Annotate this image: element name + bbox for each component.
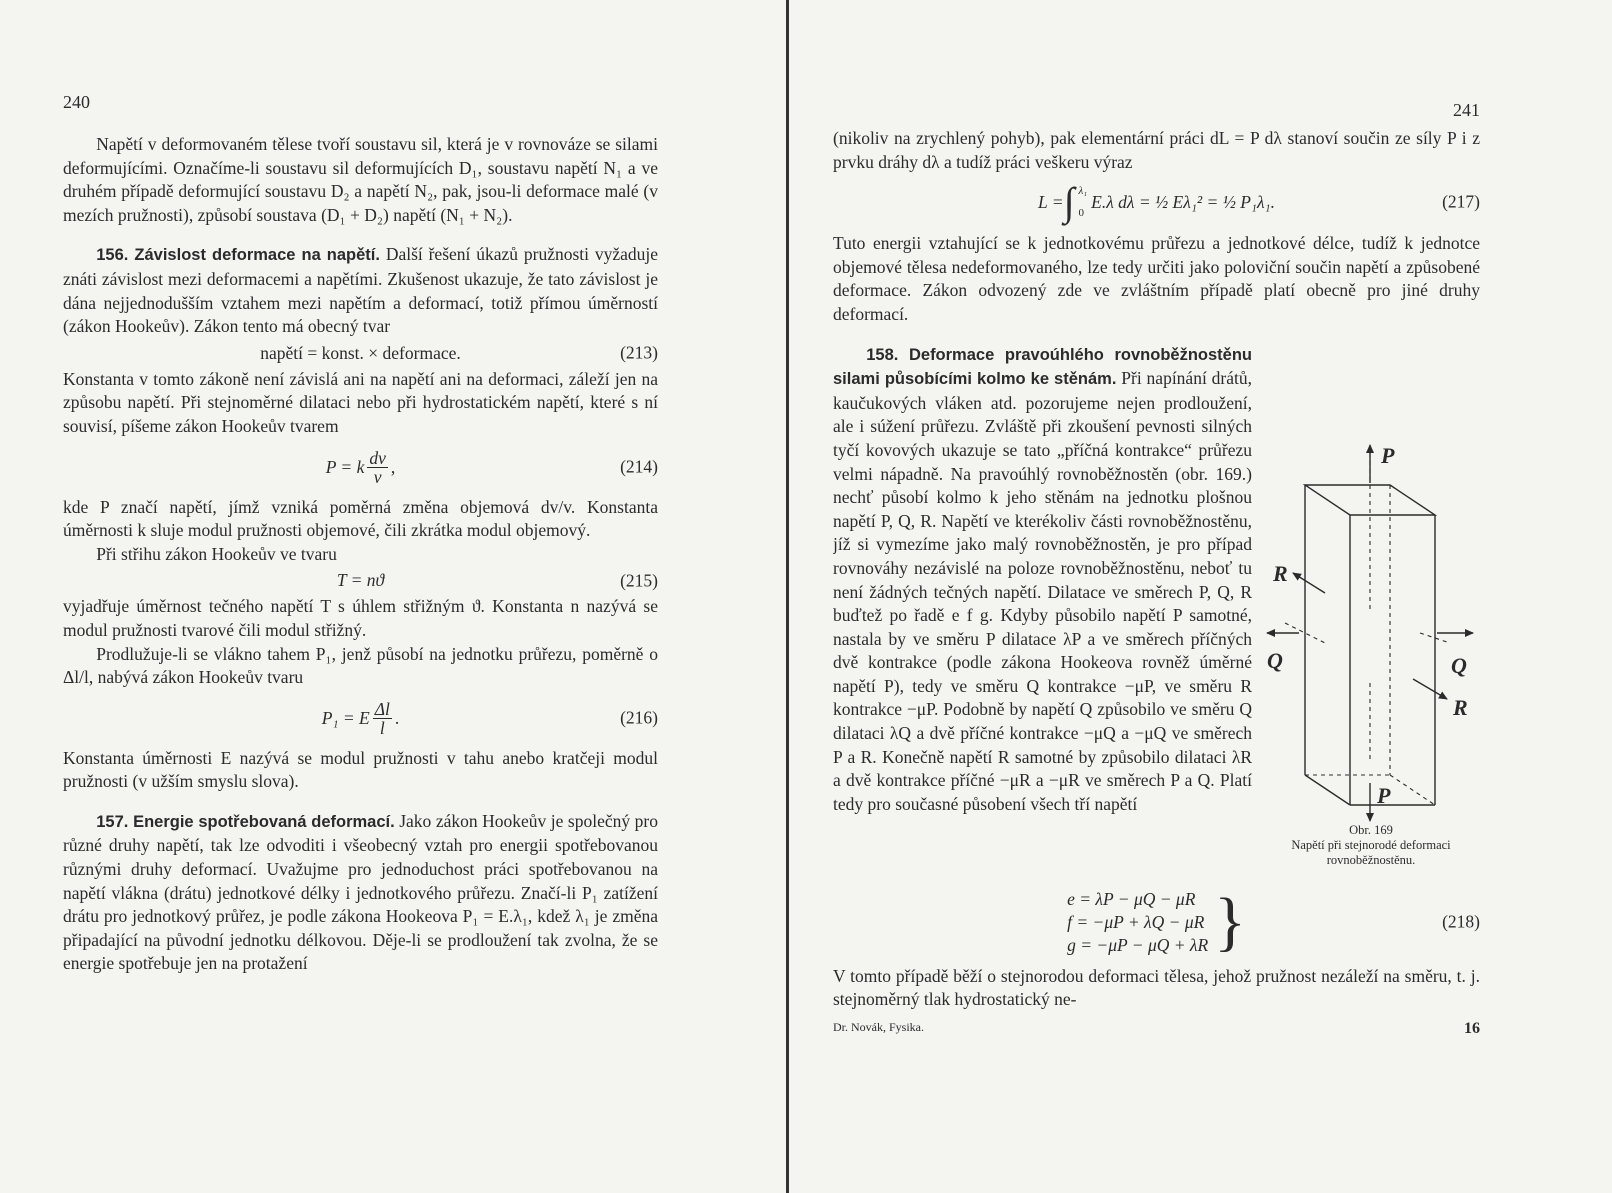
equation-216-numerator: Δl	[374, 698, 390, 719]
equation-216-fraction	[373, 700, 392, 737]
equation-213-number: (213)	[620, 342, 658, 363]
figure-label-q-left: Q	[1267, 647, 1283, 673]
equation-218	[833, 885, 1480, 959]
paragraph-konstanta-e: Konstanta úměrnosti E nazývá se modul pružnosti v tahu anebo kratčeji modul pružnosti (v užším smyslu slova).	[63, 747, 658, 792]
equation-214-denominator: v	[373, 466, 382, 487]
paragraph-continuation: (nikoliv na zrychlený pohyb), pak elementární práci dL = P dλ stanoví součin ze síly P i z prvku dráhy dλ a tudíž práci veškeru výraz	[833, 128, 1480, 172]
equation-214-lhs: P = k	[325, 456, 365, 477]
equation-215-body: T = nϑ	[336, 570, 385, 591]
equation-214-fraction	[367, 449, 388, 486]
equation-216-number: (216)	[620, 707, 658, 728]
equation-215	[63, 570, 658, 591]
page-number-right: 241	[1453, 100, 1480, 120]
equation-213-body: napětí = konst. × deformace.	[260, 342, 461, 363]
equation-217-lhs: L =	[1037, 191, 1064, 212]
integral-sign-icon: ∫	[1063, 179, 1075, 225]
paragraph-strih: Při střihu zákon Hookeův ve tvaru	[96, 543, 337, 564]
parallelepiped-diagram	[1265, 443, 1477, 823]
figure-label-r-right: R	[1453, 694, 1468, 720]
figure-label-p-bottom: P	[1377, 782, 1391, 808]
right-page	[786, 0, 1612, 1193]
paragraph-vyjadruje: vyjadřuje úměrnost tečného napětí T s úhlem střižným ϑ. Konstanta n nazývá se modul pružnosti tvarové čili modul střižný.	[63, 596, 658, 640]
equation-217-number: (217)	[1442, 191, 1480, 212]
equation-218-number: (218)	[1442, 911, 1480, 932]
equation-218-row-e: e = λP − μQ − μR	[1067, 888, 1196, 909]
equation-218-rows	[1067, 888, 1208, 957]
figure-label-r-left: R	[1273, 560, 1288, 586]
section-157	[63, 810, 658, 976]
figure-caption-title: Obr. 169	[1349, 822, 1393, 837]
footer-book-title: Dr. Novák, Fysika.	[833, 1019, 924, 1034]
page-number-left: 240	[63, 92, 90, 112]
equation-214-number: (214)	[620, 456, 658, 477]
paragraph-stress-system: Napětí v deformovaném tělese tvoří soustavu sil, která je v rovnováze se silami deformujícími. Označíme-li soustavu sil deformujících D₁, soustavu napětí N₁ a ve druhém případě deformující soustavu D₂ a napětí N₂, pak, jsou-li deformace malé (v mezích pružnosti), způsobí soustava (D₁ + D₂) napětí (N₁ + N₂).	[63, 134, 658, 225]
equation-214-numerator: dv	[369, 447, 386, 468]
equation-215-number: (215)	[620, 570, 658, 591]
equation-217-rhs: E.λ dλ = ½ Eλ₁² = ½ P₁λ₁.	[1091, 191, 1276, 212]
equation-217	[833, 180, 1480, 224]
equation-214: P = k $\frac{dv}{v}$ , (214)	[325, 447, 658, 487]
section-156	[63, 243, 658, 338]
integral-lower-limit: 0	[1078, 207, 1085, 220]
equation-213	[63, 343, 658, 364]
section-156-text: Další řešení úkazů pružnosti vyžaduje znáti závislost mezi deformacemi a napětími. Zkušenost ukazuje, že tato závislost je dána nejjednodušším vztahem mezi napětím a deformací, totiž přímou úměrností (zákon Hookeův). Zákon tento má obecný tvar	[63, 244, 658, 337]
figure-label-p-top: P	[1381, 442, 1395, 468]
figure-caption-text: Napětí při stejnorodé deformaci rovnoběžnostěnu.	[1291, 837, 1451, 867]
page-footer	[833, 1020, 1480, 1038]
integral-limits	[1079, 180, 1088, 224]
equation-216-denominator: l	[379, 717, 385, 738]
paragraph-kde: kde P značí napětí, jímž vzniká poměrná změna objemová dv/v. Konstanta úměrnosti k sluje modul pružnosti objemové, čili zkrátka modul objemový.	[63, 496, 658, 541]
equation-218-row-f: f = −μP + λQ − μR	[1067, 911, 1205, 932]
equation-216: P₁ = E $\frac{\Delta l}{l}$ . (216)	[321, 698, 658, 738]
section-158-text: Při napínání drátů, kaučukových vláken atd. pozorujeme nejen prodloužení, ale i súžení průřezu. Zvláště při zkoušení pevnosti silných tyčí kovových ukazuje se tato „příčná kontrakce“ průřezu velmi nápadně. Na pravoúhlý rovnoběžnostěn (obr. 169.) nechť působí kolmo k jeho stěnám na jednotku plošnou napětí P, Q, R. Napětí ve kterékoliv části rovnoběžnostěnu, jíž si vymezíme jako malý rovnoběžnostěn, je pro případ rovnováhy nezávislé na poloze rovnoběžnostěnu, neboť tu není žádných tečných napětí. Dilatace ve směrech P, Q, R buďtež po řadě e f g. Kdyby působilo napětí P samotné, nastala by ve směru P dilatace λP a ve směrech příčných dvě kontrakce (podle zákona Hookeova rovněž úměrné napětí P), tedy ve směru Q kontrakce −μP, ve směru R kontrakce −μP. Podobně by napětí Q způsobilo ve směru Q dilataci λQ a dvě příčné kontrakce −μQ a −μQ ve směrech P a R. Konečně napětí R samotné by způsobilo dilataci λR a dvě kontrakce příčné −μR a −μR ve směrech P a Q. Platí tedy pro současné působení všech tří napětí	[833, 368, 1252, 814]
integral-upper-limit: λ₁	[1078, 185, 1088, 198]
figure-169	[1262, 443, 1480, 868]
paragraph-final: V tomto případě běží o stejnorodou deformaci tělesa, jehož pružnost nezáleží na směru, t. j. stejnoměrný tlak hydrostatický ne-	[833, 965, 1480, 1010]
footer-signature-mark: 16	[1464, 1019, 1480, 1037]
paragraph-prodluzuje: Prodlužuje-li se vlákno tahem P₁, jenž působí na jednotku průřezu, poměrně o Δl/l, nabývá zákon Hookeův tvaru	[63, 643, 658, 688]
left-page	[0, 0, 786, 1193]
section-156-heading: 156. Závislost deformace na napětí.	[96, 246, 380, 265]
figure-label-q-right: Q	[1451, 652, 1467, 678]
equation-218-row-g: g = −μP − μQ + λR	[1067, 934, 1209, 955]
section-158	[833, 343, 1480, 874]
paragraph-constant: Konstanta v tomto zákoně není závislá ani na napětí ani na deformaci, záleží jen na způsobu napětí. Při stejnoměrné dilataci nebo při hydrostatickém napětí, které s ní souvisí, píšeme zákon Hookeův tvarem	[63, 368, 658, 436]
right-brace-icon: }	[1214, 885, 1246, 959]
section-157-heading: 157. Energie spotřebovaná deformací.	[96, 812, 395, 831]
paragraph-tuto-energii: Tuto energii vztahující se k jednotkovému průřezu a jednotkové délce, tudíž k jednotce objemové tělesa nedeformovaného, lze tedy určiti jako poloviční součin napětí a způsobené deformace. Zákon odvozený zde ve zvláštním případě platí obecně pro jiné druhy deformací.	[833, 233, 1480, 324]
section-158-heading: 158. Deformace pravoúhlého rovnoběžnostěnu silami působícími kolmo ke stěnám.	[833, 345, 1252, 389]
section-157-text: Jako zákon Hookeův je společný pro různé druhy napětí, tak lze odvoditi i všeobecný vztah pro energii spotřebovanou různými druhy deformací. Uvažujme pro jednoduchost práci spotřebovanou na napětí vlákna (drátu) jednotkové délky i jednotkového průřezu. Značí-li P₁ zatížení drátu pro jednotkový průřez, je podle zákona Hookeova P₁ = E.λ₁, kdež λ₁ je změna připadající na původní jednotku délkovou. Děje-li se prodloužení tak zvolna, že se energie spotřebuje jen na protažení	[63, 810, 658, 974]
equation-216-lhs: P₁ = E	[321, 707, 370, 728]
